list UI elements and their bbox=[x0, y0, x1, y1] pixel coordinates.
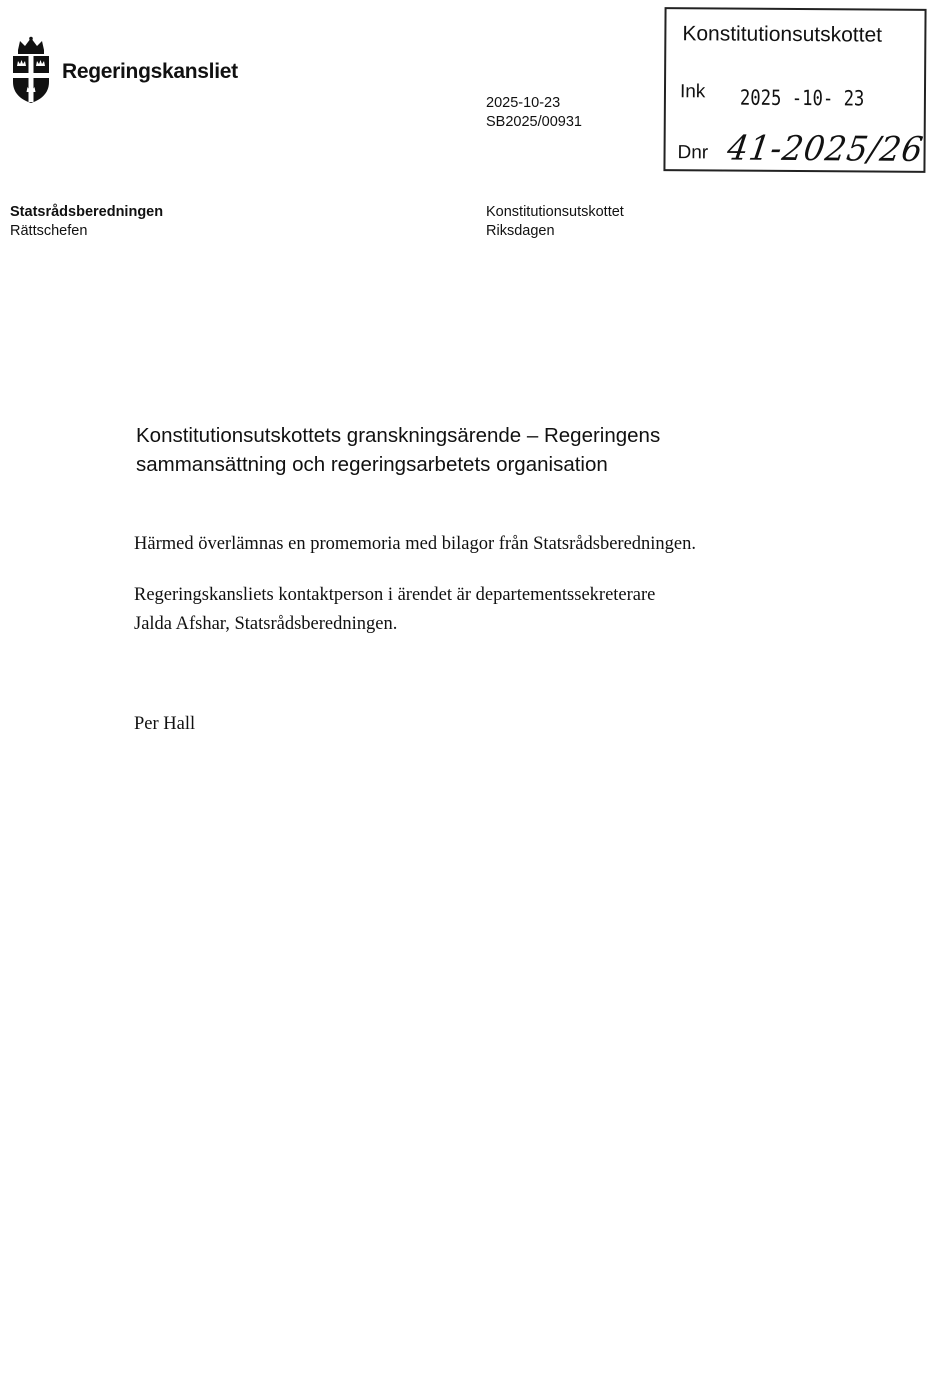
recipient-block bbox=[486, 203, 624, 241]
body-paragraph-2-line-2: Jalda Afshar, Statsrådsberedningen. bbox=[134, 614, 398, 634]
document-date: 2025-10-23 bbox=[486, 95, 561, 111]
stamp-dnr-label: Dnr bbox=[677, 142, 709, 164]
recipient-name: Konstitutionsutskottet bbox=[486, 204, 624, 220]
stamp-dnr-handwritten: 41-2025/26 bbox=[724, 128, 927, 170]
registry-stamp bbox=[663, 7, 926, 173]
recipient-organization: Riksdagen bbox=[486, 223, 555, 239]
signatory-name: Per Hall bbox=[134, 714, 196, 734]
stamp-ink-label: Ink bbox=[679, 81, 706, 103]
body-paragraph-2-line-1: Regeringskansliets kontaktperson i ärendet är departementssekreterare bbox=[134, 585, 656, 605]
government-logo bbox=[10, 36, 260, 106]
document-number: SB2025/00931 bbox=[486, 114, 582, 130]
body-paragraph-2 bbox=[134, 581, 854, 639]
stamp-title: Konstitutionsutskottet bbox=[682, 22, 883, 47]
subject-line-2: sammansättning och regeringsarbetets organisation bbox=[136, 453, 608, 476]
body-paragraph-1: Härmed överlämnas en promemoria med bilagor från Statsrådsberedningen. bbox=[134, 534, 697, 554]
sender-unit: Rättschefen bbox=[10, 223, 88, 239]
letter-subject bbox=[136, 421, 836, 479]
sender-organization: Statsrådsberedningen bbox=[10, 204, 164, 220]
sender-block bbox=[10, 203, 163, 241]
stamp-received-date: 2025 -10- 23 bbox=[739, 85, 865, 111]
subject-line-1: Konstitutionsutskottets granskningsärende – Regeringens bbox=[136, 424, 661, 447]
coat-of-arms-icon bbox=[10, 36, 52, 104]
document-reference bbox=[486, 94, 582, 132]
logo-wordmark: Regeringskansliet bbox=[62, 60, 238, 83]
